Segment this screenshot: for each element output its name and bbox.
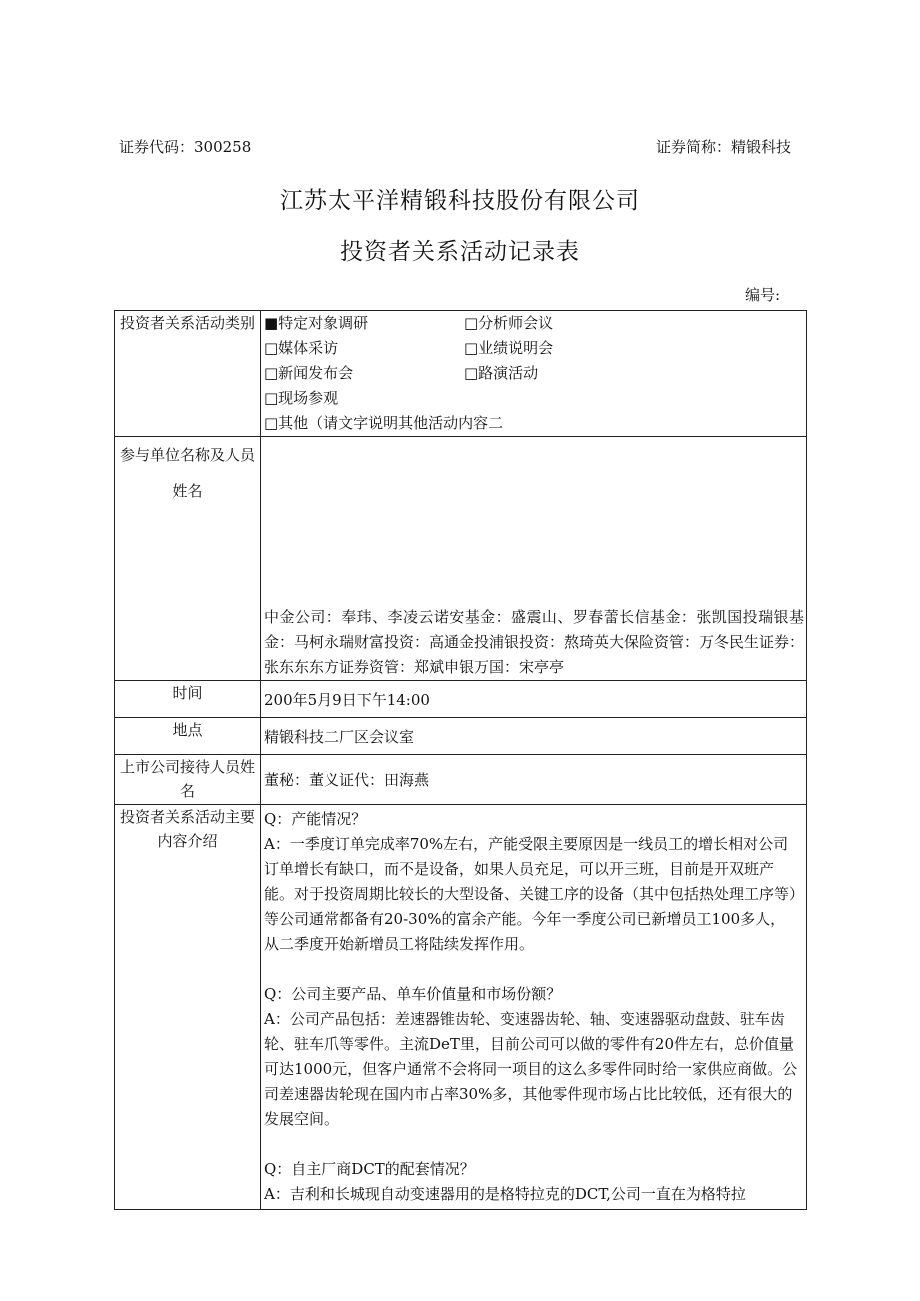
category-label: 投资者关系活动类别 — [115, 311, 261, 437]
option-earnings-call[interactable]: □业绩说明会 — [464, 339, 554, 357]
stock-short-name: 证券简称：精锻科技 — [656, 138, 792, 156]
answer-2: A：公司产品包括：差速器锥齿轮、变速器齿轮、轴、变速器驱动盘鼓、驻车齿轮、驻车爪等零件。主流DeT里，目前公司可以做的零件有20件左右，总价值量可达1000元，但客户通常不会将同一项目的这么多零件同时给一家供应商做。公司差速器齿轮现在国内市占率30%多，其他零件现市场占比比较低，还有很大的发展空间。 — [264, 1010, 798, 1128]
content-label: 投资者关系活动主要内容介绍 — [115, 805, 261, 1210]
answer-1: A：一季度订单完成率70%左右，产能受限主要原因是一线员工的增长相对公司订单增长有缺口，而不是设备，如果人员充足，可以开三班，目前是开双班产能。对于投资周期比较长的大型设备、关键工序的设备（其中包括热处理工序等）等公司通常都备有20-30%的富余产能。今年一季度公司已新增员工100多人，从二季度开始新增员工将陆续发挥作用。 — [264, 835, 797, 953]
category-options — [261, 311, 806, 436]
row-receptionist — [115, 755, 807, 805]
time-label: 时间 — [115, 681, 261, 718]
row-participants — [115, 437, 807, 681]
form-title: 投资者关系活动记录表 — [340, 239, 580, 265]
option-roadshow[interactable]: □路演活动 — [464, 364, 539, 382]
option-press-conference[interactable]: □新闻发布会 — [264, 364, 354, 382]
receptionist-label: 上市公司接待人员姓名 — [115, 755, 261, 805]
receptionist-value: 董秘：董义证代：田海燕 — [264, 771, 430, 789]
option-other[interactable]: □其他（请文字说明其他活动内容二 — [264, 414, 504, 432]
question-3: Q：自主厂商DCT的配套情况？ — [264, 1160, 475, 1178]
company-title: 江苏太平洋精锻科技股份有限公司 — [280, 188, 640, 214]
stock-code: 证券代码：300258 — [119, 138, 252, 156]
participants-label: 参与单位名称及人员姓名 — [115, 437, 261, 681]
location-value: 精锻科技二厂区会议室 — [264, 727, 415, 746]
time-value: 200年5月9日下午14:00 — [264, 690, 430, 709]
content-body — [261, 805, 806, 1209]
option-media-interview[interactable]: □媒体采访 — [264, 339, 339, 357]
option-specific-research[interactable]: ■特定对象调研 — [264, 314, 369, 332]
participants-list: 中金公司：奉玮、李凌云诺安基金：盛震山、罗春蕾长信基金：张凯国投瑞银基金：马柯永瑞财富投资：高通金投浦银投资：熬琦英大保险资管：万冬民生证券：张东东东方证券资管：郑斌申银万国：宋亭亭 — [264, 608, 805, 676]
answer-3: A：吉利和长城现自动变速器用的是格特拉克的DCT,公司一直在为格特拉 — [264, 1185, 746, 1203]
option-site-visit[interactable]: □现场参观 — [264, 389, 339, 407]
number-label: 编号: — [745, 286, 781, 304]
question-2: Q：公司主要产品、单车价值量和市场份额？ — [264, 985, 562, 1003]
record-table — [114, 310, 807, 1210]
row-category — [115, 311, 807, 437]
row-location — [115, 718, 807, 755]
option-analyst-meeting[interactable]: □分析师会议 — [464, 314, 554, 332]
row-time — [115, 681, 807, 718]
location-label: 地点 — [115, 718, 261, 755]
question-1: Q：产能情况？ — [264, 810, 367, 828]
row-content — [115, 805, 807, 1210]
